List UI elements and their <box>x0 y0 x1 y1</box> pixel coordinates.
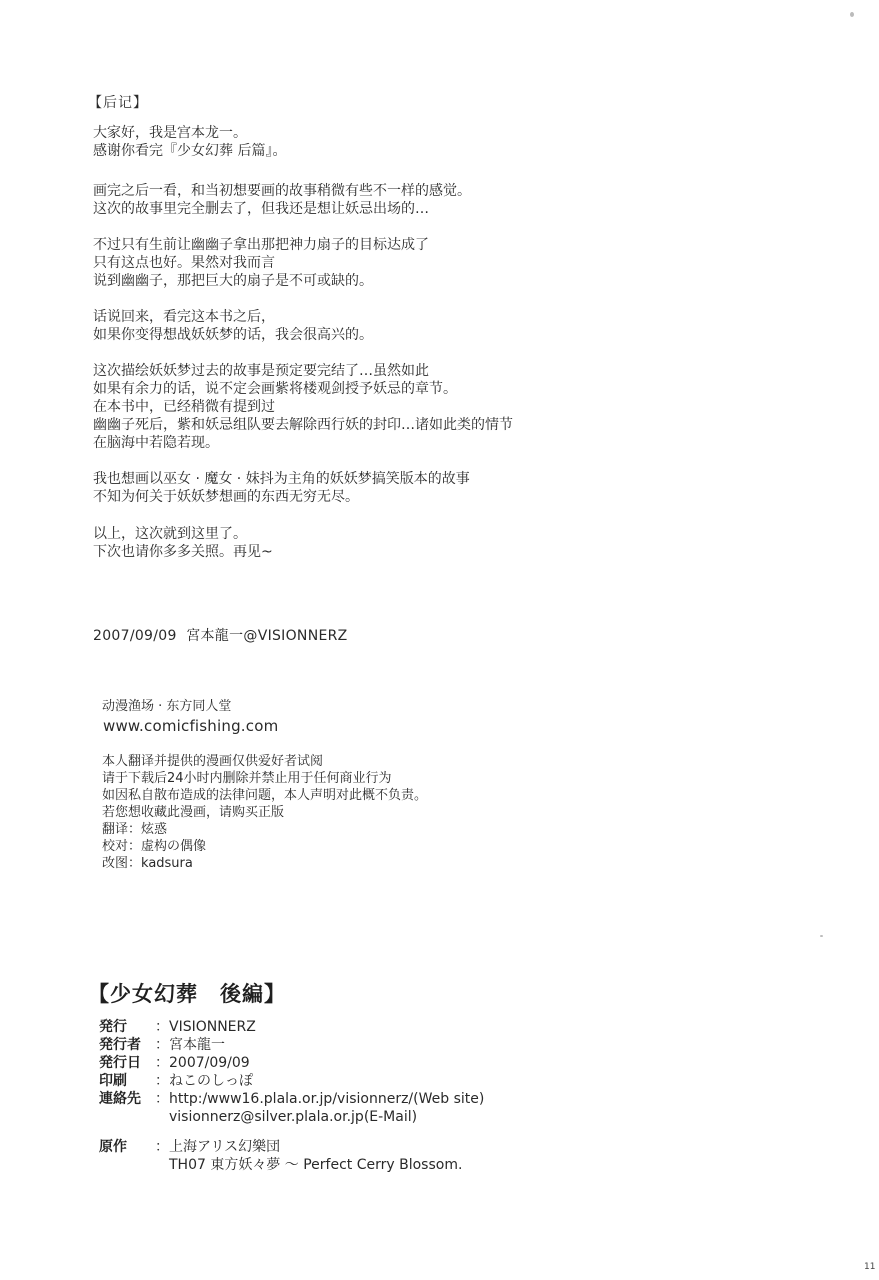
afterword-signature: 2007/09/09 宮本龍一@VISIONNERZ <box>93 628 348 644</box>
afterword-line: 感谢你看完『少女幻葬 后篇』。 <box>93 143 287 159</box>
notice-line: 本人翻译并提供的漫画仅供爱好者试阅 <box>102 754 324 769</box>
colophon-key: 発行者 <box>99 1037 141 1053</box>
afterword-line: 只有这点也好。果然对我而言 <box>93 255 275 271</box>
colophon-key <box>99 1108 155 1126</box>
role-label: 校对： <box>102 839 142 854</box>
afterword-paragraph <box>93 236 429 290</box>
afterword-line: 这次描绘妖妖梦过去的故事是预定要完结了…虽然如此 <box>93 363 429 379</box>
colophon-value: visionnerz@silver.plala.or.jp(E-Mail) <box>155 1109 418 1125</box>
colophon-row <box>99 1072 484 1090</box>
afterword-line: 画完之后一看，和当初想要画的故事稍微有些不一样的感觉。 <box>93 183 471 199</box>
afterword-title: 【后记】 <box>88 95 148 111</box>
role-value: 炫惑 <box>141 822 168 837</box>
credit-role <box>102 855 427 872</box>
colophon-value: TH07 東方妖々夢 ～ Perfect Cerry Blossom. <box>155 1157 463 1173</box>
colophon-value: ：VISIONNERZ <box>155 1019 256 1035</box>
colophon-row <box>99 1090 484 1108</box>
afterword-line: 不过只有生前让幽幽子拿出那把神力扇子的目标达成了 <box>93 237 429 253</box>
scan-speck <box>850 12 854 17</box>
afterword-line: 这次的故事里完全删去了，但我还是想让妖忌出场的… <box>93 201 429 217</box>
colophon-key: 原作 <box>99 1139 127 1155</box>
notice-line: 若您想收藏此漫画，请购买正版 <box>102 805 285 820</box>
translation-notice <box>102 753 427 872</box>
colophon-value: ：2007/09/09 <box>155 1055 250 1071</box>
colophon-value: ：宮本龍一 <box>155 1037 225 1053</box>
colophon-title: 【少女幻葬 後編】 <box>88 982 286 1006</box>
afterword-paragraph <box>93 362 513 452</box>
colophon-row <box>99 1018 484 1036</box>
colophon-value: ：上海アリス幻樂団 <box>155 1139 281 1155</box>
colophon-row <box>99 1138 484 1156</box>
afterword-line: 大家好，我是宫本龙一。 <box>93 125 247 141</box>
afterword-line: 话说回来，看完这本书之后， <box>93 309 275 325</box>
afterword-line: 说到幽幽子，那把巨大的扇子是不可或缺的。 <box>93 273 373 289</box>
credit-role <box>102 838 427 855</box>
translation-group <box>102 698 231 715</box>
colophon-key: 発行 <box>99 1019 127 1035</box>
colophon-value: ：http:/www16.plala.or.jp/visionnerz/(Web site) <box>155 1091 485 1107</box>
notice-line: 如因私自散布造成的法律问题，本人声明对此概不负责。 <box>102 788 428 803</box>
afterword-line: 我也想画以巫女 · 魔女 · 妹抖为主角的妖妖梦搞笑版本的故事 <box>93 471 470 487</box>
afterword-line: 幽幽子死后，紫和妖忌组队要去解除西行妖的封印…诸如此类的情节 <box>93 417 513 433</box>
role-value: kadsura <box>141 856 193 871</box>
afterword-line: 如果有余力的话，说不定会画紫将楼观剑授予妖忌的章节。 <box>93 381 457 397</box>
colophon-row <box>99 1054 484 1072</box>
translation-group-name: 动漫渔场 · 东方同人堂 <box>102 699 232 714</box>
afterword-line: 在本书中，已经稍微有提到过 <box>93 399 275 415</box>
afterword-paragraph <box>93 182 471 218</box>
scan-speck <box>820 935 823 937</box>
credit-role <box>102 821 427 838</box>
colophon-row <box>99 1108 484 1126</box>
colophon-key: 印刷 <box>99 1073 127 1089</box>
afterword-paragraph <box>93 470 470 506</box>
afterword-line: 下次也请你多多关照。再见~ <box>93 544 273 560</box>
role-label: 翻译： <box>102 822 142 837</box>
notice-line: 请于下载后24小时内删除并禁止用于任何商业行为 <box>102 771 392 786</box>
role-value: 虚构の偶像 <box>141 839 207 854</box>
colophon-key: 発行日 <box>99 1055 141 1071</box>
colophon-table <box>99 1018 484 1174</box>
colophon-row <box>99 1156 484 1174</box>
colophon-value: ：ねこのしっぽ <box>155 1073 253 1089</box>
afterword-paragraph <box>93 525 273 561</box>
translation-site-url: www.comicfishing.com <box>103 717 279 735</box>
afterword-paragraph <box>93 124 286 160</box>
afterword-paragraph <box>93 308 373 344</box>
afterword-line: 不知为何关于妖妖梦想画的东西无穷无尽。 <box>93 489 359 505</box>
colophon-key <box>99 1156 155 1174</box>
role-label: 改图： <box>102 856 142 871</box>
afterword-line: 如果你变得想战妖妖梦的话，我会很高兴的。 <box>93 327 373 343</box>
page-number: 11 <box>864 1262 876 1272</box>
afterword-line: 以上，这次就到这里了。 <box>93 526 247 542</box>
colophon-key: 連絡先 <box>99 1091 141 1107</box>
afterword-line: 在脑海中若隐若现。 <box>93 435 219 451</box>
colophon-row <box>99 1036 484 1054</box>
